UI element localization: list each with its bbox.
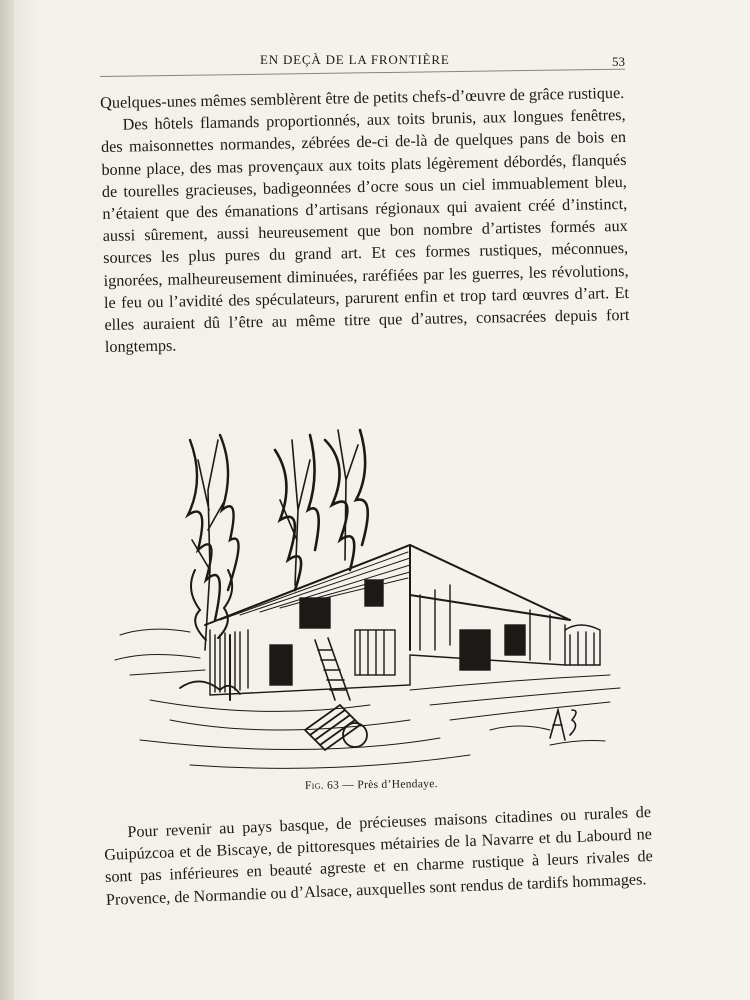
figure-caption-text: — Près d’Hendaye. bbox=[339, 778, 438, 792]
exterior-staircase bbox=[315, 638, 350, 700]
paragraph-2: Des hôtels flamands proportionnés, aux toits brunis, aux longues fenêtres, des maisonnettes normandes, zébrées de-ci de-là de quelques pans de bois en bonne place, des mas provençaux aux toits plats légèrement débordés, flanqués de tourelles gracieuses, badigeonnées d’ocre sous un ciel immuablement bleu, n’étaient que des émanations d’artisans régionaux qui avaient créé d’instinct, aussi sûrement, aussi heureusement que bon nombre d’artistes formés aux sources les plus pures du grand art. Et ces formes rustiques, méconnues, ignorées, malheureusement diminuées, raréfiées par les guerres, les révolutions, le feu ou l’avidité des spéculateurs, parurent enfin et trop tard œuvres d’art. Et elles auraient dû l’être au même titre que d’autres, consacrées depuis fort longtemps. bbox=[100, 106, 630, 357]
farmhouse-roof bbox=[205, 545, 570, 700]
figure-label: Fig. 63 bbox=[304, 779, 340, 792]
tree-left bbox=[188, 435, 239, 650]
body-text bbox=[100, 82, 630, 358]
farmhouse-walls bbox=[210, 580, 600, 695]
closing-text bbox=[103, 801, 654, 911]
paragraph-1: Quelques-unes mêmes semblèrent être de petits chefs-d’œuvre de grâce rustique. bbox=[100, 83, 625, 112]
farmhouse-illustration bbox=[110, 420, 630, 785]
page-edge bbox=[0, 0, 14, 1000]
paragraph-3: Pour revenir au pays basque, de précieuses maisons citadines ou rurales de Guipúzcoa et de Biscaye, de pittoresques métairies de la Navarre et du Labourd ne sont pas inférieures en beauté agreste et en charme rustique à leurs rivales de Provence, de Normandie ou d’Alsace, auxquelles sont rendus de tardifs hommages. bbox=[103, 802, 654, 909]
artist-monogram bbox=[550, 710, 576, 740]
page-number: 53 bbox=[612, 54, 625, 69]
running-title: EN DEÇÀ DE LA FRONTIÈRE bbox=[260, 52, 450, 67]
figure-caption bbox=[305, 778, 438, 792]
